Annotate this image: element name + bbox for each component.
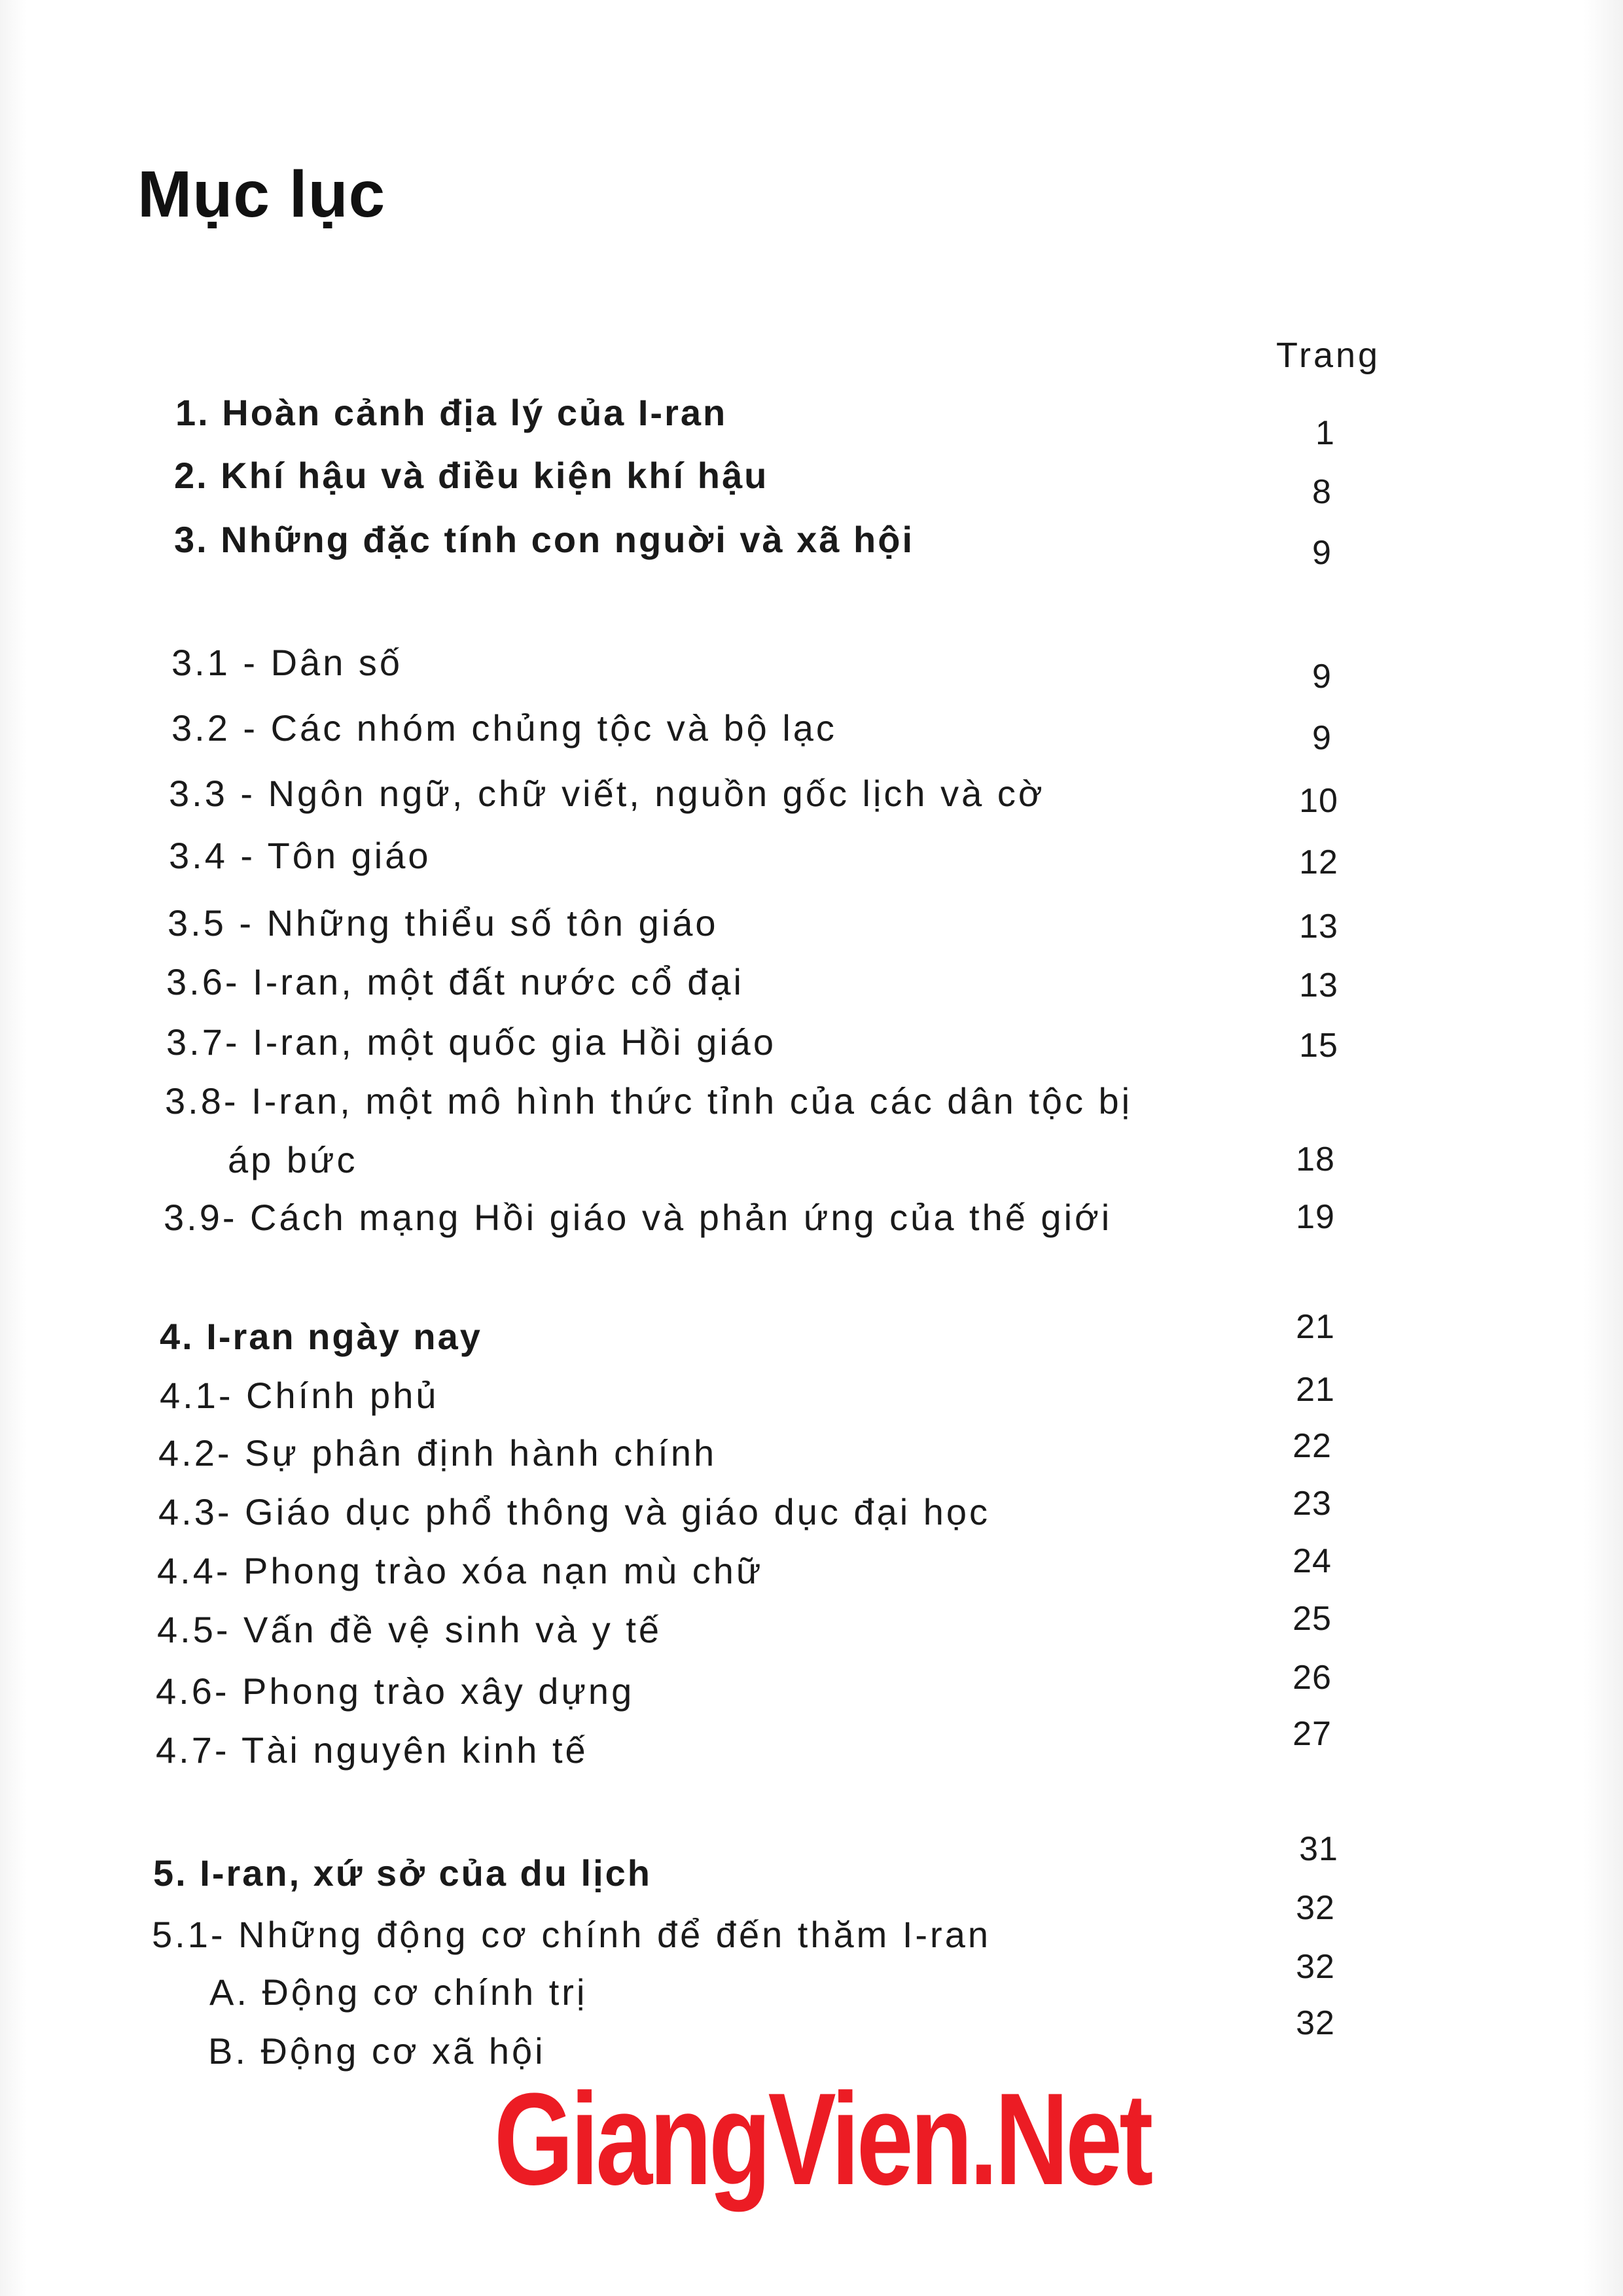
page-title: Mục lục	[137, 158, 386, 231]
toc-entry-4-5: 4.5- Vấn đề vệ sinh và y tế	[157, 1609, 662, 1650]
toc-page-3-7: 15	[1299, 1027, 1338, 1065]
toc-page-4-4: 24	[1293, 1542, 1332, 1580]
toc-page-2: 8	[1312, 473, 1332, 511]
page-column-header: Trang	[1276, 336, 1381, 375]
toc-entry-3-7: 3.7- I-ran, một quốc gia Hồi giáo	[166, 1021, 776, 1063]
toc-entry-4: 4. I-ran ngày nay	[160, 1316, 482, 1357]
toc-entry-3-5: 3.5 - Những thiểu số tôn giáo	[168, 902, 719, 944]
toc-entry-3-3: 3.3 - Ngôn ngữ, chữ viết, nguồn gốc lịch và cờ	[169, 773, 1045, 814]
toc-entry-5-1: 5.1- Những động cơ chính để đến thăm I-ran	[152, 1914, 991, 1955]
toc-entry-3-8-continued: áp bức	[228, 1139, 358, 1180]
toc-page-5: 31	[1299, 1830, 1338, 1868]
toc-entry-3: 3. Những đặc tính con nguời và xã hội	[174, 519, 915, 560]
toc-page-4-1: 21	[1296, 1371, 1335, 1409]
toc-page-3-1: 9	[1312, 658, 1332, 696]
toc-page-3-5: 13	[1299, 908, 1338, 945]
toc-entry-1: 1. Hoàn cảnh địa lý của I-ran	[175, 392, 728, 433]
toc-entry-4-7: 4.7- Tài nguyên kinh tế	[156, 1729, 588, 1771]
toc-page-4-5: 25	[1293, 1600, 1332, 1638]
toc-entry-3-4: 3.4 - Tôn giáo	[169, 835, 431, 876]
toc-page-1: 1	[1315, 414, 1335, 452]
toc-page-3-3: 10	[1299, 782, 1338, 820]
toc-page-3-2: 9	[1312, 719, 1332, 757]
toc-page-4-6: 26	[1293, 1659, 1332, 1697]
toc-page-4: 21	[1296, 1308, 1335, 1346]
watermark-logo: GiangVien.Net	[494, 2066, 1150, 2212]
toc-entry-5-1-b: B. Động cơ xã hội	[208, 2030, 546, 2072]
toc-entry-4-1: 4.1- Chính phủ	[160, 1375, 439, 1416]
toc-page-4-7: 27	[1293, 1715, 1332, 1753]
toc-page-4-3: 23	[1293, 1485, 1332, 1523]
toc-entry-4-4: 4.4- Phong trào xóa nạn mù chữ	[157, 1550, 764, 1591]
toc-entry-5-1-a: A. Động cơ chính trị	[209, 1971, 588, 2013]
toc-page-3-6: 13	[1299, 966, 1338, 1004]
toc-entry-2: 2. Khí hậu và điều kiện khí hậu	[174, 455, 769, 496]
toc-page-5-1-a: 32	[1296, 1948, 1335, 1986]
toc-entry-4-6: 4.6- Phong trào xây dựng	[156, 1670, 635, 1712]
toc-page-3-8: 18	[1296, 1140, 1335, 1178]
toc-page-4-2: 22	[1293, 1427, 1332, 1465]
toc-entry-4-2: 4.2- Sự phân định hành chính	[158, 1432, 717, 1474]
toc-entry-3-2: 3.2 - Các nhóm chủng tộc và bộ lạc	[171, 707, 837, 749]
toc-page-5-1: 32	[1296, 1889, 1335, 1927]
toc-entry-3-1: 3.1 - Dân số	[171, 642, 403, 683]
toc-page-5-1-b: 32	[1296, 2004, 1335, 2042]
toc-entry-5: 5. I-ran, xứ sở của du lịch	[153, 1852, 652, 1894]
toc-page-3: 9	[1312, 534, 1332, 572]
toc-entry-3-6: 3.6- I-ran, một đất nước cổ đại	[166, 961, 744, 1002]
toc-page-3-9: 19	[1296, 1198, 1335, 1236]
toc-entry-4-3: 4.3- Giáo dục phổ thông và giáo dục đại học	[158, 1491, 990, 1532]
toc-entry-3-8: 3.8- I-ran, một mô hình thức tỉnh của các dân tộc bị	[165, 1080, 1133, 1122]
toc-entry-3-9: 3.9- Cách mạng Hồi giáo và phản ứng của thế giới	[164, 1197, 1113, 1238]
toc-page-3-4: 12	[1299, 843, 1338, 881]
